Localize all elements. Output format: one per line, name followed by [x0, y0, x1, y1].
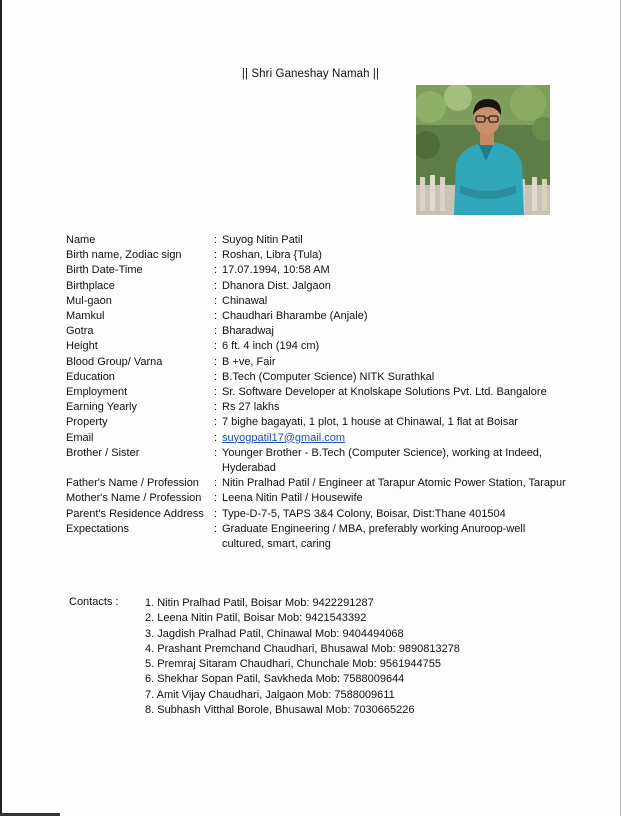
detail-value-wrap: [214, 385, 566, 400]
detail-value-wrap: [214, 507, 566, 522]
detail-value-wrap: [214, 233, 566, 248]
detail-row: [66, 446, 566, 476]
contact-item: 3. Jagdish Pralhad Patil, Chinawal Mob: 9404494068: [145, 627, 404, 640]
detail-value-wrap: [214, 294, 566, 309]
detail-row: [66, 400, 566, 415]
detail-value: Nitin Pralhad Patil / Engineer at Tarapur Atomic Power Station, Tarapur: [222, 477, 566, 490]
detail-separator: :: [214, 492, 218, 505]
detail-value-wrap: [214, 522, 566, 552]
detail-row: [66, 370, 566, 385]
detail-value: B +ve, Fair: [222, 355, 276, 368]
detail-value: Sr. Software Developer at Knolskape Solutions Pvt. Ltd. Bangalore: [222, 386, 547, 399]
detail-value-wrap: [214, 370, 566, 385]
detail-value-wrap: [214, 339, 566, 354]
contact-item: 8. Subhash Vitthal Borole, Bhusawal Mob: 7030665226: [145, 704, 415, 717]
page-heading: || Shri Ganeshay Namah ||: [241, 68, 380, 80]
detail-value: Dhanora Dist. Jalgaon: [222, 279, 331, 292]
detail-value: Younger Brother - B.Tech (Computer Science), working at Indeed, Hyderabad: [222, 446, 542, 475]
detail-row: [66, 507, 566, 522]
contact-item: 6. Shekhar Sopan Patil, Savkheda Mob: 7588009644: [145, 673, 405, 686]
detail-row: [66, 309, 566, 324]
detail-separator: :: [214, 507, 218, 520]
detail-label: Birthplace: [66, 279, 115, 292]
contacts-title: Contacts :: [69, 596, 119, 608]
detail-label: Parent's Residence Address: [66, 507, 204, 520]
detail-value-wrap: [214, 446, 566, 476]
detail-value: Type-D-7-5, TAPS 3&4 Colony, Boisar, Dist:Thane 401504: [222, 507, 506, 520]
detail-label: Employment: [66, 386, 128, 399]
detail-value: Chaudhari Bharambe (Anjale): [222, 310, 368, 323]
detail-separator: :: [214, 355, 218, 368]
detail-row: [66, 279, 566, 294]
detail-separator: :: [214, 294, 218, 307]
detail-value-wrap: [214, 324, 566, 339]
detail-separator: :: [214, 401, 218, 414]
detail-label: Mul-gaon: [66, 294, 112, 307]
detail-separator: :: [214, 431, 218, 444]
detail-separator: :: [214, 264, 218, 277]
detail-value-wrap: [214, 476, 566, 491]
detail-row: [66, 491, 566, 506]
profile-photo: [416, 85, 550, 215]
detail-row: [66, 355, 566, 370]
detail-row: [66, 431, 566, 446]
detail-label: Expectations: [66, 522, 129, 535]
detail-label: Earning Yearly: [66, 401, 137, 414]
detail-value-wrap: [214, 491, 566, 506]
detail-value: Rs 27 lakhs: [222, 401, 280, 414]
detail-value: Graduate Engineering / MBA, preferably working Anuroop-well cultured, smart, caring: [222, 522, 526, 551]
detail-separator: :: [214, 249, 218, 262]
contact-item: 1. Nitin Pralhad Patil, Boisar Mob: 9422291287: [145, 597, 374, 609]
detail-label: Name: [66, 234, 96, 246]
contact-item: 5. Premraj Sitaram Chaudhari, Chunchale Mob: 9561944755: [145, 658, 441, 671]
detail-separator: :: [214, 446, 218, 459]
contacts-list: [145, 596, 460, 718]
detail-value: 6 ft. 4 inch (194 cm): [222, 340, 320, 353]
detail-row: [66, 324, 566, 339]
detail-value: 7 bighe bagayati, 1 plot, 1 house at Chinawal, 1 flat at Boisar: [222, 416, 518, 429]
detail-row: [66, 233, 566, 248]
detail-value-wrap: [214, 355, 566, 370]
detail-separator: :: [214, 522, 218, 535]
page-edge-left: [0, 0, 2, 816]
detail-label: Father's Name / Profession: [66, 477, 199, 490]
detail-value-wrap: [214, 431, 566, 446]
email-link[interactable]: suyogpatil17@gmail.com: [222, 431, 346, 444]
detail-label: Birth Date-Time: [66, 264, 143, 277]
detail-separator: :: [214, 416, 218, 429]
detail-value-wrap: [214, 248, 566, 263]
detail-row: [66, 522, 566, 552]
detail-separator: :: [214, 279, 218, 292]
contact-item: 2. Leena Nitin Patil, Boisar Mob: 9421543392: [145, 612, 367, 625]
detail-separator: :: [214, 325, 218, 338]
detail-row: [66, 476, 566, 491]
detail-value-wrap: [214, 309, 566, 324]
detail-label: Gotra: [66, 325, 94, 338]
detail-separator: :: [214, 340, 218, 353]
detail-value: Roshan, Libra {Tula): [222, 249, 322, 262]
detail-label: Email: [66, 431, 94, 444]
detail-value-wrap: [214, 415, 566, 430]
detail-value-wrap: [214, 263, 566, 278]
detail-value: Leena Nitin Patil / Housewife: [222, 492, 363, 505]
detail-value-wrap: [214, 400, 566, 415]
profile-photo-image: [416, 85, 550, 215]
detail-value: Chinawal: [222, 294, 268, 307]
contact-item: 4. Prashant Premchand Chaudhari, Bhusawal Mob: 9890813278: [145, 642, 460, 655]
detail-value: 17.07.1994, 10:58 AM: [222, 264, 330, 277]
detail-label: Education: [66, 370, 115, 383]
detail-value: Suyog Nitin Patil: [222, 234, 303, 246]
detail-value: Bharadwaj: [222, 325, 274, 338]
detail-separator: :: [214, 477, 218, 490]
detail-row: [66, 339, 566, 354]
detail-separator: :: [214, 234, 218, 246]
detail-label: Blood Group/ Varna: [66, 355, 163, 368]
detail-value-wrap: [214, 279, 566, 294]
detail-label: Mamkul: [66, 310, 105, 323]
detail-row: [66, 248, 566, 263]
detail-label: Mother's Name / Profession: [66, 492, 202, 505]
profile-details: [66, 233, 566, 552]
detail-label: Height: [66, 340, 98, 353]
detail-row: [66, 294, 566, 309]
detail-label: Birth name, Zodiac sign: [66, 249, 182, 262]
detail-label: Brother / Sister: [66, 446, 140, 459]
detail-row: [66, 415, 566, 430]
detail-value: B.Tech (Computer Science) NITK Surathkal: [222, 370, 435, 383]
detail-separator: :: [214, 386, 218, 399]
detail-row: [66, 385, 566, 400]
detail-label: Property: [66, 416, 108, 429]
detail-row: [66, 263, 566, 278]
detail-separator: :: [214, 310, 218, 323]
contact-item: 7. Amit Vijay Chaudhari, Jalgaon Mob: 7588009611: [145, 688, 395, 701]
detail-separator: :: [214, 370, 218, 383]
